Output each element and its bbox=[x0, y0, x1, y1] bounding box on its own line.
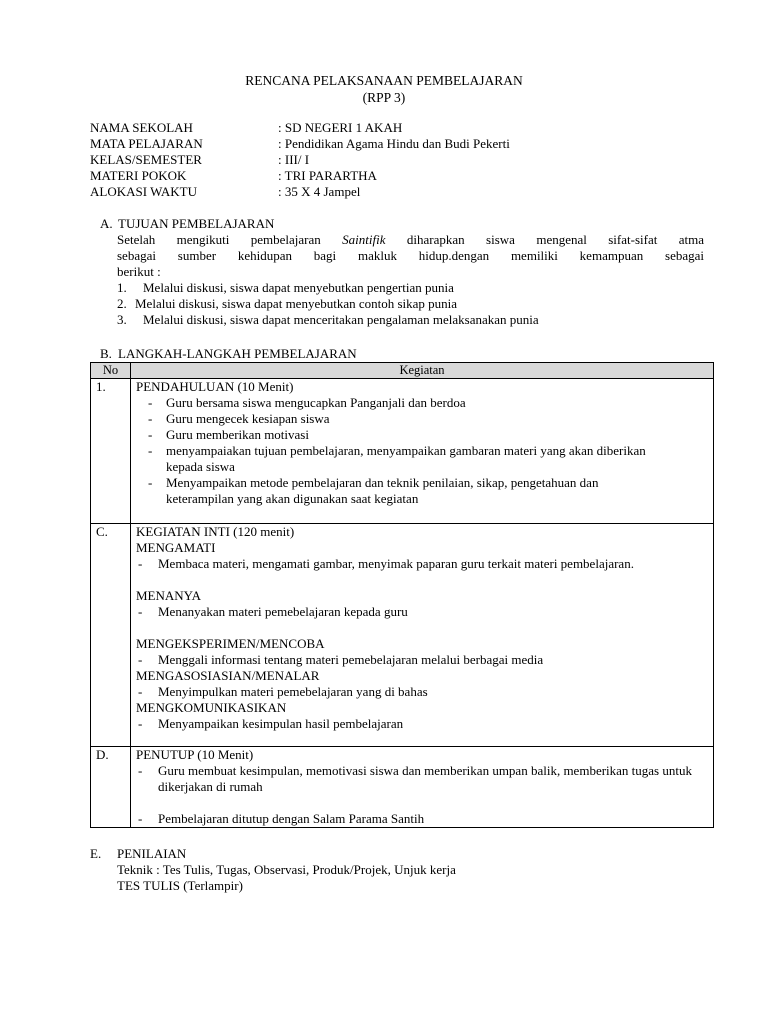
list-number: 1. bbox=[117, 280, 127, 295]
row-title: PENDAHULUAN (10 Menit) bbox=[136, 379, 294, 394]
info-label: ALOKASI WAKTU bbox=[90, 184, 198, 199]
list-text: Melalui diskusi, siswa dapat menceritakan pengalaman melaksanakan punia bbox=[143, 312, 539, 327]
list-item bbox=[117, 296, 704, 312]
paragraph-line: berikut : bbox=[117, 264, 161, 279]
list-item bbox=[136, 427, 707, 443]
dash-marker: - bbox=[138, 556, 143, 571]
section-heading bbox=[90, 846, 490, 862]
row-content bbox=[131, 524, 714, 747]
step-heading: MENANYA bbox=[136, 588, 201, 603]
info-label: KELAS/SEMESTER bbox=[90, 152, 202, 167]
list-item bbox=[136, 604, 707, 620]
table-row bbox=[91, 747, 714, 828]
section-letter: E. bbox=[90, 846, 102, 861]
item-text: Guru membuat kesimpulan, memotivasi siswa dan memberikan umpan balik, memberikan tugas untuk dikerjakan di rumah bbox=[158, 763, 692, 794]
item-text: Menyampaikan metode pembelajaran dan teknik penilaian, sikap, pengetahuan dan keterampilan yang akan digunakan saat kegiatan bbox=[166, 475, 599, 506]
info-label: MATERI POKOK bbox=[90, 168, 187, 183]
column-header-no: No bbox=[91, 363, 131, 379]
written-test-note: TES TULIS (Terlampir) bbox=[117, 878, 243, 893]
dash-marker: - bbox=[148, 411, 153, 426]
list-item bbox=[136, 411, 707, 427]
item-text: Membaca materi, mengamati gambar, menyimak paparan guru terkait materi pembelajaran. bbox=[158, 556, 634, 571]
dash-marker: - bbox=[138, 604, 143, 619]
section-letter: B. bbox=[100, 346, 112, 361]
list-item bbox=[136, 443, 707, 475]
row-content bbox=[131, 379, 714, 524]
document-subtitle: (RPP 3) bbox=[362, 90, 406, 105]
list-number: 2. bbox=[117, 296, 127, 311]
identity-block bbox=[90, 120, 690, 200]
section-langkah bbox=[100, 346, 500, 362]
section-tujuan bbox=[100, 216, 704, 328]
dash-marker: - bbox=[138, 811, 143, 826]
list-item bbox=[136, 763, 707, 795]
paragraph-line: sebagai sumber kehidupan bagi makluk hidup.dengan memiliki kemampuan sebagai bbox=[117, 248, 704, 263]
info-value: : SD NEGERI 1 AKAH bbox=[278, 120, 403, 135]
info-row bbox=[90, 184, 690, 200]
objective-list bbox=[117, 280, 704, 328]
row-content bbox=[131, 747, 714, 828]
list-item bbox=[136, 475, 707, 507]
section-heading bbox=[100, 346, 500, 362]
item-text: Menyampaikan kesimpulan hasil pembelajaran bbox=[158, 716, 404, 731]
table-row bbox=[91, 524, 714, 747]
list-item bbox=[136, 556, 707, 572]
column-header-kegiatan: Kegiatan bbox=[131, 363, 714, 379]
info-row bbox=[90, 136, 690, 152]
info-row bbox=[90, 168, 690, 184]
info-value: : TRI PARARTHA bbox=[278, 168, 377, 183]
row-title: KEGIATAN INTI (120 menit) bbox=[136, 524, 295, 539]
list-number: 3. bbox=[117, 312, 127, 327]
dash-marker: - bbox=[148, 475, 153, 490]
item-text: Menggali informasi tentang materi pemebelajaran melalui berbagai media bbox=[158, 652, 544, 667]
row-title: PENUTUP (10 Menit) bbox=[136, 747, 254, 762]
item-text: Guru mengecek kesiapan siswa bbox=[166, 411, 330, 426]
paragraph-italic: Saintifik bbox=[342, 232, 386, 247]
row-number: C. bbox=[91, 524, 131, 747]
step-heading: MENGAMATI bbox=[136, 540, 216, 555]
list-item bbox=[136, 684, 707, 700]
step-heading: MENGASOSIASIAN/MENALAR bbox=[136, 668, 320, 683]
document-title: RENCANA PELAKSANAAN PEMBELAJARAN bbox=[245, 73, 523, 88]
row-number: 1. bbox=[91, 379, 131, 524]
paragraph-line bbox=[117, 232, 704, 248]
list-text: Melalui diskusi, siswa dapat menyebutkan pengertian punia bbox=[143, 280, 454, 295]
section-penilaian bbox=[90, 846, 617, 894]
info-row bbox=[90, 120, 690, 136]
list-item bbox=[136, 811, 707, 827]
section-title: LANGKAH-LANGKAH PEMBELAJARAN bbox=[118, 346, 357, 361]
item-text: menyampaiakan tujuan pembelajaran, menyampaikan gambaran materi yang akan diberikan kepada siswa bbox=[166, 443, 646, 474]
section-heading bbox=[100, 216, 704, 232]
item-text: Menanyakan materi pemebelajaran kepada guru bbox=[158, 604, 408, 619]
list-item bbox=[136, 652, 707, 668]
table-header-row bbox=[91, 363, 714, 379]
assessment-technique: Teknik : Tes Tulis, Tugas, Observasi, Produk/Projek, Unjuk kerja bbox=[117, 862, 456, 877]
list-item bbox=[136, 395, 707, 411]
item-text: Guru memberikan motivasi bbox=[166, 427, 309, 442]
section-title: TUJUAN PEMBELAJARAN bbox=[118, 216, 275, 231]
step-heading: MENGKOMUNIKASIKAN bbox=[136, 700, 287, 715]
dash-marker: - bbox=[138, 684, 143, 699]
info-value: : Pendidikan Agama Hindu dan Budi Pekerti bbox=[278, 136, 510, 151]
dash-marker: - bbox=[148, 427, 153, 442]
dash-marker: - bbox=[138, 716, 143, 731]
list-item bbox=[117, 280, 704, 296]
dash-marker: - bbox=[138, 763, 143, 778]
dash-marker: - bbox=[148, 443, 153, 458]
item-text: Pembelajaran ditutup dengan Salam Parama Santih bbox=[158, 811, 425, 826]
info-label: NAMA SEKOLAH bbox=[90, 120, 193, 135]
objective-paragraph bbox=[117, 232, 704, 280]
info-value: : III/ I bbox=[278, 152, 310, 167]
info-row bbox=[90, 152, 690, 168]
step-heading: MENGEKSPERIMEN/MENCOBA bbox=[136, 636, 325, 651]
document-header bbox=[0, 72, 768, 106]
list-item bbox=[117, 312, 704, 328]
info-value: : 35 X 4 Jampel bbox=[278, 184, 361, 199]
activity-table bbox=[90, 362, 714, 828]
dash-marker: - bbox=[148, 395, 153, 410]
section-title: PENILAIAN bbox=[117, 846, 187, 861]
item-text: Guru bersama siswa mengucapkan Panganjali dan berdoa bbox=[166, 395, 466, 410]
table-row bbox=[91, 379, 714, 524]
item-text: Menyimpulkan materi pemebelajaran yang di bahas bbox=[158, 684, 428, 699]
row-number: D. bbox=[91, 747, 131, 828]
info-label: MATA PELAJARAN bbox=[90, 136, 203, 151]
list-text: Melalui diskusi, siswa dapat menyebutkan contoh sikap punia bbox=[135, 296, 458, 311]
dash-marker: - bbox=[138, 652, 143, 667]
list-item bbox=[136, 716, 707, 732]
paragraph-text: Setelah mengikuti pembelajaran bbox=[117, 232, 321, 247]
paragraph-text: diharapkan siswa mengenal sifat-sifat atma bbox=[406, 232, 704, 247]
section-letter: A. bbox=[100, 216, 113, 231]
